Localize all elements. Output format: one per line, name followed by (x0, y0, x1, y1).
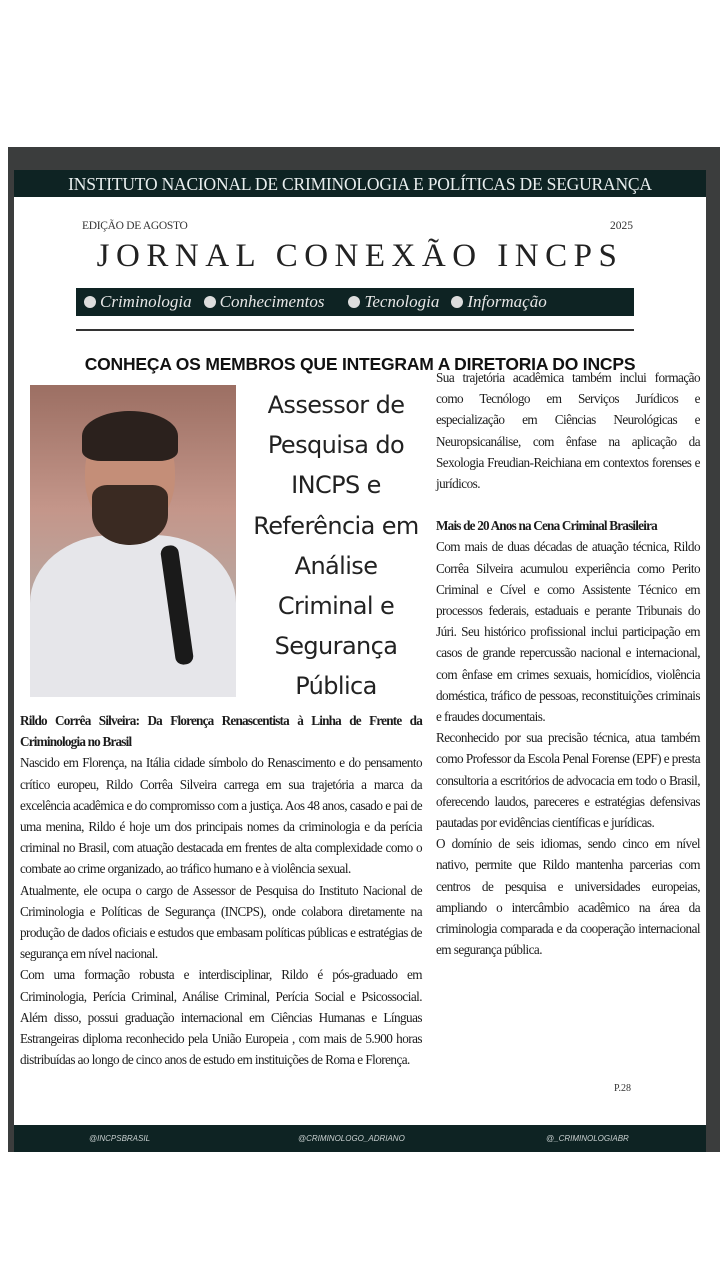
right-column (436, 367, 700, 960)
left-column (20, 710, 422, 1070)
edition-label: EDIÇÃO DE AGOSTO (82, 220, 188, 232)
bullet-icon (451, 296, 463, 308)
paragraph: O domínio de seis idiomas, sendo cinco em nível nativo, permite que Rildo mantenha parcerias com centros de pesquisa e universidades europeias, ampliando o intercâmbio acadêmico na área da criminologia comparada e da cooperação internacional em segurança pública. (436, 836, 700, 958)
portrait-photo (30, 385, 236, 697)
paragraph: Atualmente, ele ocupa o cargo de Assessor de Pesquisa do Instituto Nacional de Criminologia e Políticas de Segurança (INCPS), onde colabora diretamente na produção de dados oficiais e estudos que embasam políticas públicas e estratégias de segurança em nível nacional. (20, 882, 422, 962)
bullet-icon (84, 296, 96, 308)
tag-conhecimentos: Conhecimentos (204, 288, 325, 316)
paragraph: Reconhecido por sua precisão técnica, atua também como Professor da Escola Penal Forense (EPF) e presta consultoria a escritórios de advocacia em todo o Brasil, oferecendo laudos, pareceres e estratégias defensivas pautadas por evidências científicas e jurídicas. (436, 730, 700, 831)
newsletter-page (14, 170, 706, 1152)
subsection-heading: Mais de 20 Anos na Cena Criminal Brasileira (436, 518, 657, 534)
institute-banner: INSTITUTO NACIONAL DE CRIMINOLOGIA E POLÍTICAS DE SEGURANÇA (14, 170, 706, 197)
topic-tags (76, 288, 634, 316)
footer-bar (14, 1125, 706, 1152)
social-handle: @CRIMINOLOGO_ADRIANO (298, 1134, 405, 1143)
bullet-icon (204, 296, 216, 308)
bullet-icon (348, 296, 360, 308)
year-label: 2025 (610, 220, 633, 232)
tag-informacao: Informação (451, 288, 546, 316)
section-headline: CONHEÇA OS MEMBROS QUE INTEGRAM A DIRETORIA DO INCPS (84, 354, 636, 374)
tag-tecnologia: Tecnologia (348, 288, 439, 316)
paragraph: Com uma formação robusta e interdisciplinar, Rildo é pós-graduado em Criminologia, Perícia Criminal, Análise Criminal, Perícia Social e Psicossocial. Além disso, possui graduação internacional em Ciências Humanas e Línguas Estrangeiras diploma reconhecido pela União Europeia , com mais de 5.900 horas distribuídas ao longo de cinco anos de estudo em instituições de Roma e Florença. (20, 967, 422, 1068)
page-number: P.28 (614, 1083, 631, 1094)
social-handle: @_CRIMINOLOGIABR (546, 1134, 629, 1143)
paragraph: Com mais de duas décadas de atuação técnica, Rildo Corrêa Silveira acumulou experiência como Perito Criminal e Cível e como Assistente Técnico em processos federais, estaduais e perante Tribunais do Júri. Seu histórico profissional inclui participação em casos de grande repercussão nacional e internacional, com ênfase em crimes sexuais, homicídios, violência doméstica, tráfico de pessoas, reconstituições criminais e fraudes documentais. (436, 539, 700, 725)
paragraph: Sua trajetória acadêmica também inclui formação como Tecnólogo em Serviços Jurídicos e especialização em Ciências Neurológicas e Neuropsicanálise, com ênfase na aplicação da Sexologia Freudian-Reichiana em contextos forenses e jurídicos. (436, 370, 700, 492)
tag-criminologia: Criminologia (84, 288, 192, 316)
journal-title: JORNAL CONEXÃO INCPS (96, 238, 624, 274)
article-heading: Rildo Corrêa Silveira: Da Florença Renascentista à Linha de Frente da Criminologia no Brasil (20, 713, 422, 750)
divider (76, 329, 634, 331)
social-handle: @INCPSBRASIL (89, 1134, 151, 1143)
role-title: Assessor de Pesquisa do INCPS e Referência em Análise Criminal e Segurança Pública (253, 391, 419, 701)
paragraph: Nascido em Florença, na Itália cidade símbolo do Renascimento e do pensamento crítico europeu, Rildo Corrêa Silveira carrega em sua trajetória a marca da excelência acadêmica e do compromisso com a justiça. Aos 48 anos, casado e pai de uma menina, Rildo é hoje um dos principais nomes da criminologia e da perícia criminal no Brasil, com atuação destacada em frentes de alta complexidade como o combate ao crime organizado, ao tráfico humano e à violência sexual. (20, 755, 422, 877)
